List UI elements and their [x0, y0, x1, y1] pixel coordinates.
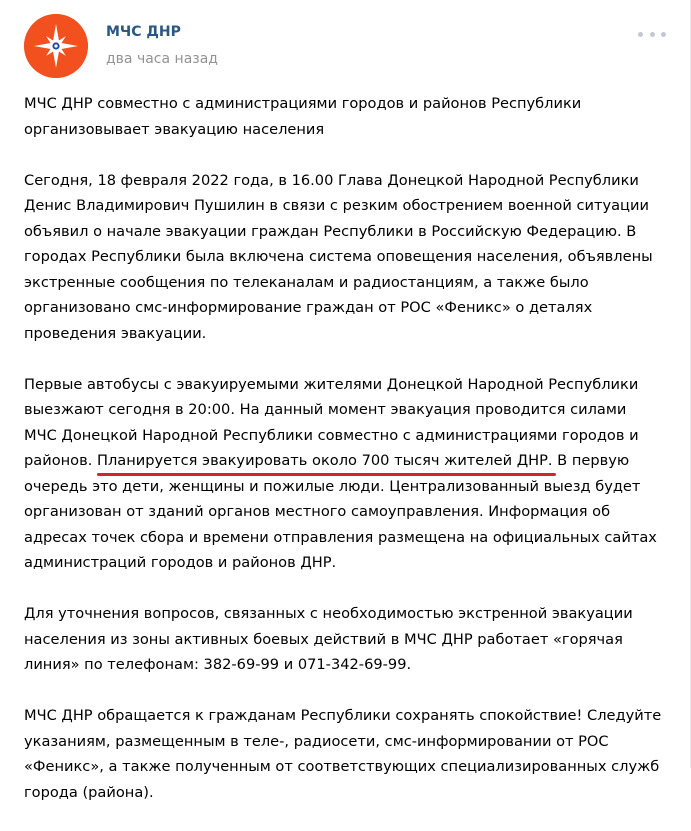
author-name[interactable]: МЧС ДНР — [106, 24, 181, 40]
text-line: организован от зданий органов местного самоуправления. Информация об — [24, 503, 611, 521]
dot-icon — [650, 32, 655, 37]
text-line: администраций городов и районов ДНР. — [24, 554, 337, 572]
text-line: объявил о начале эвакуации граждан Республики в Российскую Федерацию. В — [24, 222, 637, 240]
text-line: населения из зоны активных боевых действий в МЧС ДНР работает «горячая — [24, 630, 623, 648]
text-line: линия» по телефонам: 382-69-99 и 071-342-69-99. — [24, 656, 412, 674]
paragraph-4 — [24, 601, 674, 678]
text-line: проведения эвакуации. — [24, 324, 207, 342]
text-line: МЧС ДНР обращается к гражданам Республики сохранять спокойствие! Следуйте — [24, 707, 662, 725]
post-text — [24, 91, 674, 831]
highlighted-text-line — [24, 448, 674, 474]
text-line: организовано смс-информирование граждан от РОС «Феникс» о деталях — [24, 299, 593, 317]
text-line: экстренные сообщения по телеканалам и радиостанциям, а также было — [24, 273, 589, 291]
post-header — [24, 14, 670, 78]
avatar[interactable] — [24, 14, 88, 78]
mchs-emblem-icon — [24, 14, 88, 78]
paragraph-1 — [24, 91, 674, 142]
paragraph-3 — [24, 372, 674, 576]
text-line: Для уточнения вопросов, связанных с необходимостью экстренной эвакуации — [24, 605, 633, 623]
text-line: МЧС ДНР совместно с администрациями городов и районов Республики — [24, 95, 582, 112]
text-line: очередь это дети, женщины и пожилые люди. Централизованный выезд будет — [24, 477, 641, 495]
paragraph-2 — [24, 168, 674, 347]
text-line: Денис Владимирович Пушилин в связи с резким обострением военной ситуации — [24, 197, 649, 215]
text-line: указаниям, размещенным в теле-, радиосети, смс-информировании от РОС — [24, 732, 609, 750]
text-line: МЧС Донецкой Народной Республики совместно с администрациями городов и — [24, 426, 639, 444]
post-time[interactable]: два часа назад — [106, 51, 218, 67]
text-line: Первые автобусы с эвакуируемыми жителями Донецкой Народной Республики — [24, 375, 639, 393]
text-line: городах Республики была включена система оповещения населения, объявлены — [24, 248, 653, 266]
underlined-statement: Планируется эвакуировать около 700 тысяч жителей ДНР. — [97, 448, 553, 474]
text-line: Сегодня, 18 февраля 2022 года, в 16.00 Глава Донецкой Народной Республики — [24, 171, 639, 189]
more-dots-icon[interactable] — [638, 24, 666, 44]
text-line: города (района). — [24, 783, 154, 801]
text-line: адресах точек сбора и времени отправления размещена на официальных сайтах — [24, 528, 657, 546]
text-line: организовывает эвакуацию населения — [24, 120, 325, 138]
highlight-after: В первую — [552, 452, 630, 470]
text-line: выезжают сегодня в 20:00. На данный момент эвакуация проводится силами — [24, 401, 627, 419]
dot-icon — [661, 32, 666, 37]
text-line: «Феникс», а также полученным от соответствующих специализированных служб — [24, 758, 660, 776]
highlight-before: районов. — [24, 452, 97, 470]
dot-icon — [638, 32, 643, 37]
paragraph-5 — [24, 703, 674, 805]
